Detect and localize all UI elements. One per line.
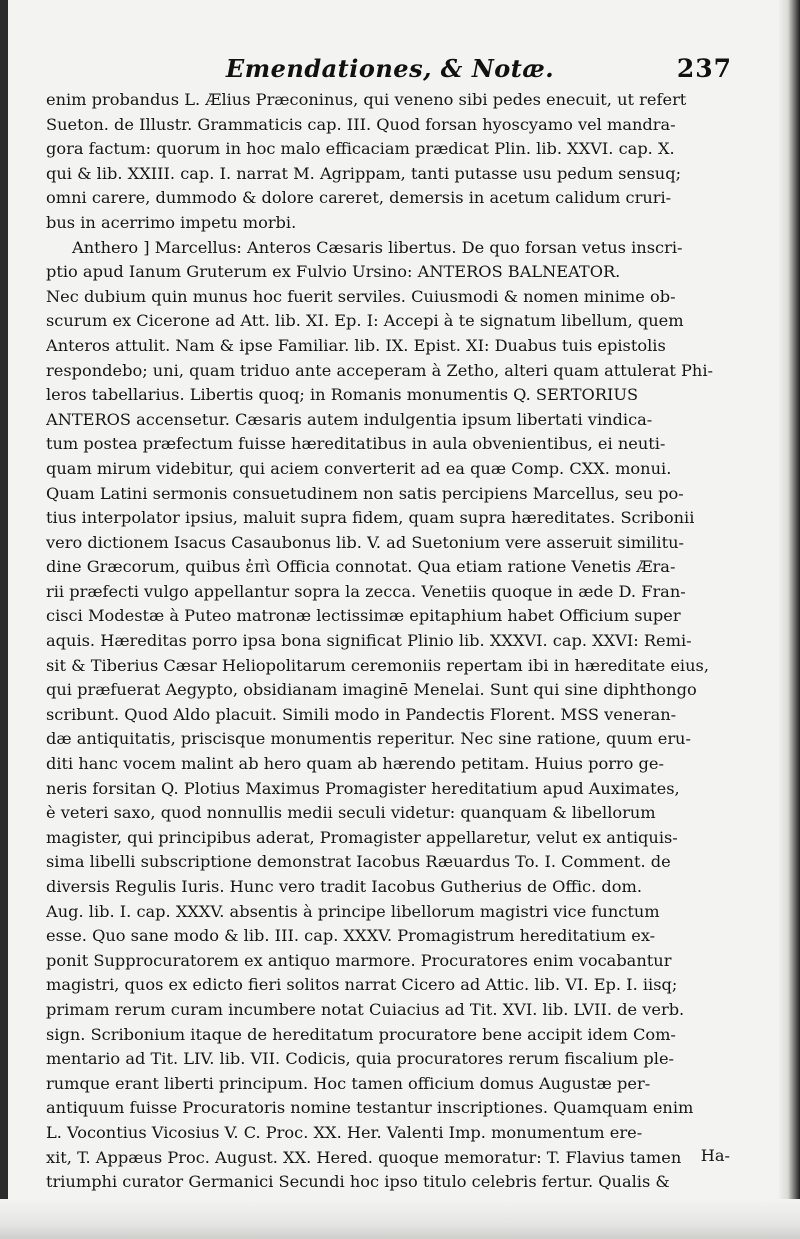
page-left-edge bbox=[0, 0, 8, 1239]
text-line: Aug. lib. I. cap. XXXV. absentis à principe libellorum magistri vice functum bbox=[46, 901, 660, 921]
text-line: diversis Regulis Iuris. Hunc vero tradit Iacobus Gutherius de Offic. dom. bbox=[46, 877, 643, 896]
text-line: sima libelli subscriptione demonstrat Iacobus Ræuardus To. I. Comment. de bbox=[46, 852, 671, 872]
page-bottom-edge bbox=[0, 1199, 800, 1239]
catchword-row bbox=[46, 1146, 762, 1165]
text-line: scurum ex Cicerone ad Att. lib. XI. Ep. I: Accepi à te signatum libellum, quem bbox=[46, 311, 684, 331]
text-line: ptio apud Ianum Gruterum ex Fulvio Ursino: ANTEROS BALNEATOR. bbox=[46, 262, 621, 282]
page-right-edge bbox=[778, 0, 800, 1239]
page-header bbox=[40, 54, 760, 88]
text-line: triumphi curator Germanici Secundi hoc ipso titulo celebris fertur. Qualis & bbox=[46, 1172, 670, 1192]
text-line: tius interpolator ipsius, maluit supra fidem, quam supra hæreditates. Scribonii bbox=[46, 508, 695, 528]
text-line: omni carere, dummodo & dolore careret, demersis in acetum calidum cruri- bbox=[46, 188, 672, 208]
text-line: vero dictionem Isacus Casaubonus lib. V. ad Suetonium vere asseruit similitu- bbox=[46, 532, 684, 552]
text-line: magister, qui principibus aderat, Promagister appellaretur, velut ex antiquis- bbox=[46, 827, 678, 847]
text-line: quam mirum videbitur, qui aciem converterit ad ea quæ Comp. CXX. monui. bbox=[46, 458, 672, 478]
text-line: neris forsitan Q. Plotius Maximus Promagister hereditatium apud Auximates, bbox=[46, 778, 680, 798]
text-line: dine Græcorum, quibus ἐπὶ Officia connotat. Qua etiam ratione Venetis Æra- bbox=[46, 557, 676, 577]
text-line: sign. Scribonium itaque de hereditatum procuratore bene accipit idem Com- bbox=[46, 1024, 676, 1044]
text-line: diti hanc vocem malint ab hero quam ab hærendo petitam. Huius porro ge- bbox=[46, 754, 664, 774]
text-line: gora factum: quorum in hoc malo efficaciam prædicat Plin. lib. XXVI. cap. X. bbox=[46, 139, 675, 159]
text-line: xit, T. Appæus Proc. August. XX. Hered. quoque memoratur: T. Flavius tamen bbox=[46, 1147, 682, 1167]
page-number: 237 bbox=[676, 54, 732, 83]
text-line: Sueton. de Illustr. Grammaticis cap. III. Quod forsan hyoscyamo vel mandra- bbox=[46, 114, 676, 134]
text-line: esse. Quo sane modo & lib. III. cap. XXXV. Promagistrum hereditatium ex- bbox=[46, 926, 656, 946]
text-line: qui præfuerat Aegypto, obsidianam imaginē Menelai. Sunt qui sine diphthongo bbox=[46, 680, 697, 700]
running-head: Emendationes, & Notæ. bbox=[225, 54, 555, 83]
text-line: mentario ad Tit. LIV. lib. VII. Codicis, quia procuratores rerum fiscalium ple- bbox=[46, 1049, 674, 1069]
text-line: primam rerum curam incumbere notat Cuiacius ad Tit. XVI. lib. LVII. de verb. bbox=[46, 999, 685, 1019]
text-line: antiquum fuisse Procuratoris nomine testantur inscriptiones. Quamquam enim bbox=[46, 1098, 694, 1118]
text-line: Quam Latini sermonis consuetudinem non satis percipiens Marcellus, seu po- bbox=[46, 483, 684, 503]
text-line: magistri, quos ex edicto fieri solitos narrat Cicero ad Attic. lib. VI. Ep. I. iisq; bbox=[46, 975, 678, 995]
text-line: bus in acerrimo impetu morbi. bbox=[46, 212, 297, 232]
text-line: è veteri saxo, quod nonnullis medii seculi videtur: quanquam & libellorum bbox=[46, 803, 656, 823]
body-text bbox=[46, 88, 762, 1195]
text-line: dæ antiquitatis, priscisque monumentis reperitur. Nec sine ratione, quum eru- bbox=[46, 729, 691, 749]
text-line: L. Vocontius Vicosius V. C. Proc. XX. Her. Valenti Imp. monumentum ere- bbox=[46, 1122, 643, 1142]
text-line: Anteros attulit. Nam & ipse Familiar. lib. IX. Epist. XI: Duabus tuis epistolis bbox=[46, 335, 666, 355]
paragraph bbox=[46, 88, 762, 236]
text-line: cisci Modestæ à Puteo matronæ lectissimæ epitaphium habet Officium super bbox=[46, 606, 681, 626]
paragraph bbox=[46, 236, 762, 1195]
text-line: sit & Tiberius Cæsar Heliopolitarum ceremoniis repertam ibi in hæreditate eius, bbox=[46, 655, 709, 675]
text-line: qui & lib. XXIII. cap. I. narrat M. Agrippam, tanti putasse usu pedum sensuq; bbox=[46, 163, 682, 183]
text-line: Anthero ] Marcellus: Anteros Cæsaris libertus. De quo forsan vetus inscri- bbox=[72, 237, 683, 257]
text-line: enim probandus L. Ælius Præconinus, qui veneno sibi pedes enecuit, ut refert bbox=[46, 90, 687, 109]
text-line: ponit Supprocuratorem ex antiquo marmore. Procuratores enim vocabantur bbox=[46, 950, 672, 970]
text-line: scribunt. Quod Aldo placuit. Simili modo in Pandectis Florent. MSS veneran- bbox=[46, 704, 677, 724]
text-line: respondebo; uni, quam triduo ante acceperam à Zetho, alteri quam attulerat Phi- bbox=[46, 360, 713, 380]
text-line: rii præfecti vulgo appellantur sopra la zecca. Venetiis quoque in æde D. Fran- bbox=[46, 581, 686, 601]
text-line: leros tabellarius. Libertis quoq; in Romanis monumentis Q. SERTORIUS bbox=[46, 385, 639, 405]
catchword: Ha- bbox=[700, 1146, 730, 1165]
text-line: tum postea præfectum fuisse hæreditatibus in aula obvenientibus, ei neuti- bbox=[46, 434, 666, 454]
text-line: rumque erant liberti principum. Hoc tamen officium domus Augustæ per- bbox=[46, 1073, 651, 1093]
text-line: ANTEROS accensetur. Cæsaris autem indulgentia ipsum libertati vindica- bbox=[46, 409, 653, 429]
text-line: Nec dubium quin munus hoc fuerit serviles. Cuiusmodi & nomen minime ob- bbox=[46, 286, 676, 306]
text-line: aquis. Hæreditas porro ipsa bona significat Plinio lib. XXXVI. cap. XXVI: Remi- bbox=[46, 631, 692, 651]
